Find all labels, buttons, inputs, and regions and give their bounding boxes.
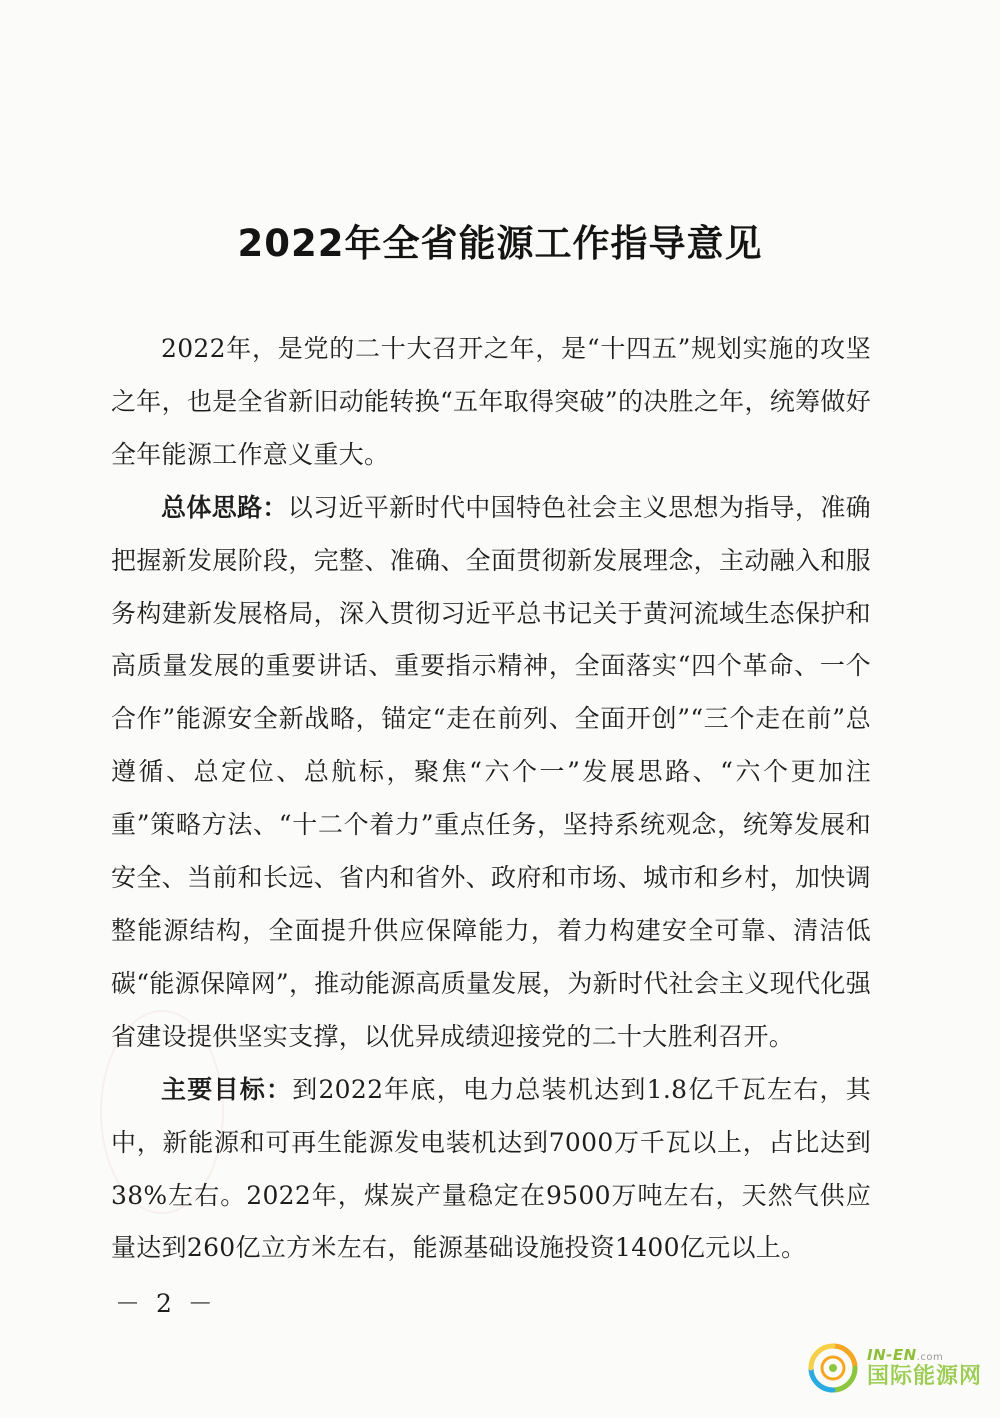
paragraph-overall-approach-text: 以习近平新时代中国特色社会主义思想为指导，准确把握新发展阶段，完整、准确、全面贯彻新发展理念，主动融入和服务构建新发展格局，深入贯彻习近平总书记关于黄河流域生态保护和高质量发展的重要讲话、重要指示精神，全面落实“四个革命、一个合作”能源安全新战略，锚定“走在前列、全面开创”“三个走在前”总遵循、总定位、总航标，聚焦“六个一”发展思路、“六个更加注重”策略方法、“十二个着力”重点任务，坚持系统观念，统筹发展和安全、当前和长远、省内和省外、政府和市场、城市和乡村，加快调整能源结构，全面提升供应保障能力，着力构建安全可靠、清洁低碳“能源保障网”，推动能源高质量发展，为新时代社会主义现代化强省建设提供坚实支撑，以优异成绩迎接党的二十大胜利召开。 (111, 492, 871, 1051)
paragraph-main-targets-text: 到2022年底，电力总装机达到1.8亿千瓦左右，其中，新能源和可再生能源发电装机达到7000万千瓦以上，占比达到38%左右。2022年，煤炭产量稳定在9500万吨左右，天然气供应量达到260亿立方米左右，能源基础设施投资1400亿元以上。 (111, 1074, 871, 1263)
document-title: 2022年全省能源工作指导意见 (237, 222, 763, 265)
page-number: － 2 － (115, 1289, 217, 1318)
paragraph-main-targets-lead: 主要目标： (161, 1074, 293, 1104)
watermark-text (867, 1348, 982, 1388)
watermark-english (867, 1348, 982, 1363)
watermark-chinese: 国际能源网 (866, 1364, 982, 1389)
watermark-logo (805, 1340, 982, 1396)
paragraph-main-targets (111, 1064, 871, 1276)
watermark-english-name: IN-EN (866, 1346, 917, 1364)
watermark-domain: .com (916, 1352, 944, 1363)
paragraph-overall-approach (111, 482, 871, 1064)
paragraph-overall-approach-lead: 总体思路： (161, 492, 288, 522)
sun-logo-icon (805, 1340, 861, 1396)
paragraph-intro-text: 2022年，是党的二十大召开之年，是“十四五”规划实施的攻坚之年，也是全省新旧动能转换“五年取得突破”的决胜之年，统筹做好全年能源工作意义重大。 (111, 334, 871, 469)
document-body (111, 323, 871, 1275)
paragraph-intro (111, 323, 871, 482)
